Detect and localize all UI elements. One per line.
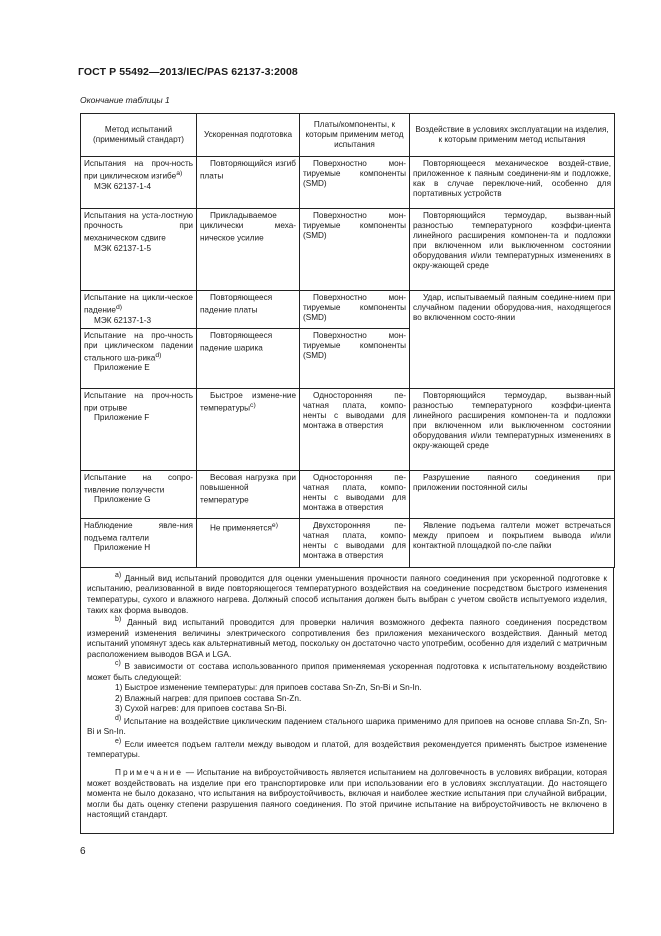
method-name: Наблюдение явле-ния подъема галтели [84, 520, 193, 543]
footnote-mark: c) [115, 660, 121, 668]
method-cell [81, 291, 197, 329]
effect-cell: Явление подъема галтели может встречаться между припоем и покрытием вывода и/или контактной площадкой по-сле пайки [410, 518, 615, 567]
prep-cell [197, 328, 300, 388]
header-boards: Платы/компоненты, к которым применим метод испытания [300, 114, 410, 157]
table-row [81, 157, 615, 209]
footnote-text: Данный вид испытаний проводится для оценки уменьшения прочности паяного соединения при ускоренной подготовке к испытанию, реализованной в виде повторяющегося температурного воздействия на соединение посредством быстрого изменения температуры, сухого и влажного нагрева. Должный способ испытания должен быть выбран с учетом свойств испытуемого изделия, таких как форма выводов. [87, 572, 607, 615]
footnote-ref: а) [176, 170, 183, 177]
footnote-mark: e) [115, 737, 122, 745]
effect-cell: Повторяющийся термоудар, вызван-ный разностью температурного коэффи-циента линейного расширения компонен-та и подложки при включенном или выключенном состоянии оборудования и/или температурных изменениях в окру-жающей среде [410, 388, 615, 470]
footnote-mark: b) [115, 616, 122, 624]
header-effect: Воздействие в условиях эксплуатации на изделия, к которым применим метод испытания [410, 114, 615, 157]
document-header: ГОСТ Р 55492—2013/IEC/PAS 62137-3:2008 [78, 66, 298, 78]
footnote-c-item: 2) Влажный нагрев: для припоев состава Sn-Zn. [115, 692, 302, 703]
boards-cell: Поверхностно мон-тируемые компоненты (SMD) [300, 328, 410, 388]
method-standard: Приложение G [94, 495, 151, 505]
prep-cell [197, 388, 300, 470]
prep-text: Повторяющееся падение платы [200, 293, 273, 315]
footnote-mark: а) [115, 572, 122, 579]
table-row [81, 388, 615, 470]
prep-text: Повторяющееся падение шарика [200, 330, 273, 353]
prep-cell [197, 518, 300, 567]
method-cell [81, 209, 197, 291]
footnote-text: В зависимости от состава использованного припоя применяемая ускоренная подготовка к испытательному воздействию может быть следующей: [87, 661, 607, 682]
method-standard: МЭК 62137-1-5 [94, 243, 152, 253]
table-header-row [81, 114, 615, 157]
method-standard: Приложение Н [94, 543, 151, 553]
boards-cell: Двухсторонняя пе-чатная плата, компо-ненты с выводами для монтажа в отверстия [300, 518, 410, 567]
table-row [81, 291, 615, 329]
prep-text: Быстрое измене-ние температуры [200, 390, 296, 413]
prep-text: Весовая нагрузка при повышенной температуре [200, 472, 296, 505]
boards-cell: Поверхностно мон-тируемые компоненты (SMD) [300, 157, 410, 209]
footnote-c [87, 659, 607, 682]
boards-cell: Поверхностно мон-тируемые компоненты (SMD) [300, 209, 410, 291]
footnote-text: Если имеется подъем галтели между выводом и платой, для воздействия рекомендуется применять быстрое изменение температуры. [87, 738, 608, 760]
footnote-a [87, 571, 607, 615]
method-cell [81, 157, 197, 209]
prep-cell [197, 157, 300, 209]
note-label: Примечание [115, 766, 184, 777]
effect-cell: Удар, испытываемый паяным соедине-нием при случайном падении оборудова-ния, находящегося во включенном состо-янии [410, 291, 615, 389]
footnote-text: Данный вид испытаний проводится для проверки наличия возможного дефекта паяного соединения посредством измерений изменения величины электрического сопротивления без приложения механического воздействия. Данный метод испытаний упомянут здесь как альтернативный метод, поскольку он достаточно часто употребим, особенно для изделий с матричным расположением выводов BGA и LGA. [87, 616, 608, 659]
method-standard: МЭК 62137-1-3 [94, 315, 152, 325]
test-methods-table [80, 113, 615, 568]
page-number: 6 [80, 846, 86, 857]
prep-text: Не применяется [210, 523, 272, 533]
table-note [87, 767, 607, 820]
effect-cell: Разрушение паяного соединения при приложении постоянной силы [410, 470, 615, 518]
prep-cell [197, 209, 300, 291]
boards-cell: Поверхностно мон-тируемые компоненты (SMD) [300, 291, 410, 329]
footnote-ref: d) [155, 351, 162, 359]
footnote-text: Испытание на воздействие циклическим падением стального шарика применимо для припоев на основе сплава Sn-Zn, Sn-Bi и Sn-In. [87, 715, 607, 737]
method-cell [81, 470, 197, 518]
method-standard: МЭК 62137-1-4 [94, 181, 152, 191]
header-preparation: Ускоренная подготовка [197, 114, 300, 157]
method-name: Испытание на проч-ность при отрыве [84, 390, 193, 413]
method-standard: Приложение Е [94, 363, 150, 373]
footnote-d [87, 714, 607, 737]
method-name: Испытание на про-чность при циклическом падении стального ша-рика [84, 330, 193, 363]
footnote-ref: e) [271, 521, 278, 529]
prep-text: Повторяющийся изгиб платы [200, 159, 296, 181]
method-cell [81, 388, 197, 470]
footnote-mark: d) [115, 715, 122, 723]
table-caption: Окончание таблицы 1 [80, 95, 170, 105]
prep-text: Прикладываемое циклически меха-ническое усилие [200, 211, 296, 243]
table-row [81, 209, 615, 291]
footnote-c-item: 1) Быстрое изменение температуры: для припоев состава Sn-Zn, Sn-Bi и Sn-In. [115, 682, 422, 693]
method-name: Испытания на проч-ность при циклическом изгибе [84, 159, 193, 181]
method-name: Испытание на цикли-ческое падение [84, 293, 193, 315]
footnote-ref: d) [115, 304, 123, 311]
footnote-c-item: 3) Сухой нагрев: для припоев состава Sn-Bi. [115, 703, 287, 714]
footnote-e [87, 737, 607, 760]
prep-cell [197, 470, 300, 518]
method-cell [81, 328, 197, 388]
effect-cell: Повторяющийся термоудар, вызван-ный разностью температурного коэффи-циента линейного расширения компонен-та и подложки при включенном или выключенном состоянии оборудования и/или температурных изменениях в окру-жающей среде [410, 209, 615, 291]
table-footnotes [80, 567, 614, 834]
table-row [81, 518, 615, 567]
prep-cell [197, 291, 300, 329]
header-method: Метод испытаний (применимый стандарт) [81, 114, 197, 157]
boards-cell: Односторонняя пе-чатная плата, компо-ненты с выводами для монтажа в отверстия [300, 388, 410, 470]
method-name: Испытание на сопро-тивление ползучести [84, 472, 193, 495]
footnote-ref: c) [250, 401, 256, 409]
method-name: Испытания на уста-лостную прочность при механическом сдвиге [84, 211, 193, 243]
footnote-b [87, 615, 607, 659]
method-cell [81, 518, 197, 567]
method-standard: Приложение F [94, 413, 150, 423]
effect-cell: Повторяющееся механическое воздей-ствие, приложенное к паяным соединени-ям и подложке, как в случае переключе-ний, особенно для портативных устройств [410, 157, 615, 209]
note-text: — Испытание на виброустойчивость является испытанием на долговечность в условиях вибрации, которая может воздействовать на изделие при его транспортировке или при использовании его в условиях эксплуатации. До настоящего момента не было доказано, что испытания на виброустойчивость, включая и наиболее жесткие испытания при случайной вибрации, могли бы дать оценку степени разрушения паяного соединения. По этой причине испытание на виброустойчивость не включено в настоящий стандарт. [87, 766, 607, 820]
boards-cell: Односторонняя пе-чатная плата, компо-ненты с выводами для монтажа в отверстия [300, 470, 410, 518]
table-row [81, 470, 615, 518]
